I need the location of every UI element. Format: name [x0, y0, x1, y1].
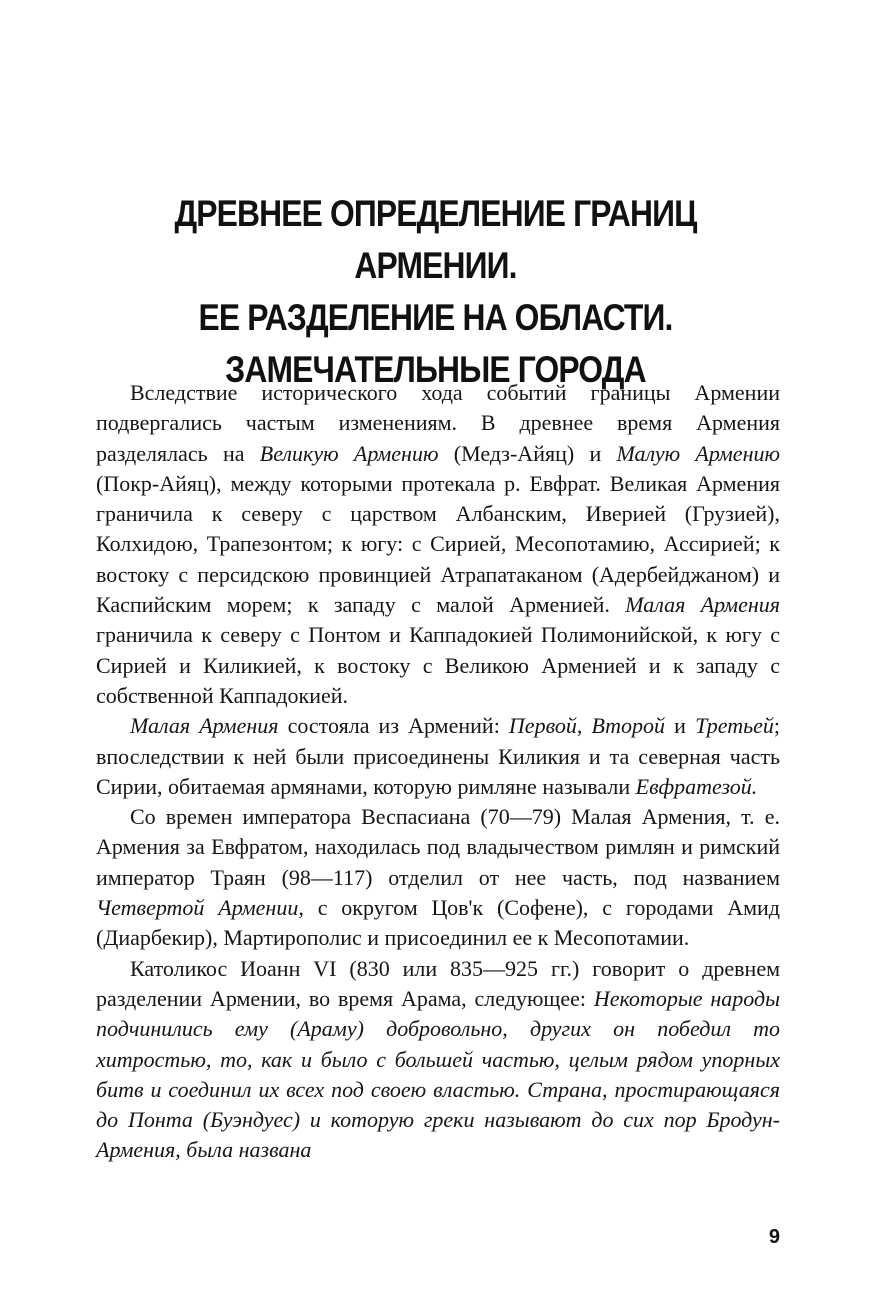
text-run: ,: [576, 713, 592, 739]
text-run: и: [665, 713, 696, 739]
page-number: 9: [768, 1226, 780, 1248]
text-run: Вследствие исторического хода событий границы Армении подвергались частым изменениям. В древнее время Армения разделялась на: [96, 380, 780, 466]
italic-run: Первой: [508, 713, 577, 739]
paragraph: [96, 802, 780, 953]
chapter-title-line: ЗАМЕЧАТЕЛЬНЫЕ ГОРОДА: [225, 349, 646, 390]
chapter-title: [113, 188, 759, 396]
body-text: [96, 378, 780, 1166]
text-run: (Медз-Айяц) и: [438, 440, 617, 466]
text-run: граничила к северу с Понтом и Каппадокией Полимонийской, к югу с Сирией и Киликией, к востоку с Великою Арменией и к западу с собственной Каппадокией.: [96, 622, 780, 708]
italic-run: Третьей: [695, 713, 774, 739]
chapter-title-line: ДРЕВНЕЕ ОПРЕДЕЛЕНИЕ ГРАНИЦ АРМЕНИИ.: [174, 193, 697, 286]
italic-run: Второй: [591, 713, 666, 739]
italic-run: Малую Армению: [616, 440, 781, 466]
italic-run: Евфратезой.: [635, 773, 758, 799]
italic-run: Некоторые народы подчинились ему (Араму) добровольно, других он победил то хитростью, то, как и было с большей частью, целым рядом упорных битв и соединил их всех под своею властью. Страна, простирающаяся до Понта (Буэндуес) и которую греки называют до сих пор Бродун-Армения, была названа: [96, 985, 780, 1163]
italic-run: Малая Армения: [130, 713, 279, 739]
text-run: Католикос Иоанн VI (830 или 835—925 гг.) говорит о древнем разделении Армении, во время Арама, следующее:: [96, 955, 780, 1011]
text-run: (Покр-Айяц), между которыми протекала р. Евфрат. Великая Армения граничила к северу с царством Албанским, Иверией (Грузией), Колхидою, Трапезонтом; к югу: с Сирией, Месопотамию, Ассирией; к востоку с персидскою провинцией Атрапатаканом (Адербейджаном) и Каспийским морем; к западу с малой Арменией.: [96, 470, 780, 618]
paragraph: [96, 711, 780, 802]
italic-run: Великую Армению: [259, 440, 439, 466]
paragraph: [96, 378, 780, 711]
text-run: Со времен императора Веспасиана (70—79) Малая Армения, т. е. Армения за Евфратом, находилась под владычеством римлян и римский император Траян (98—117) отделил от нее часть, под названием: [96, 804, 780, 890]
italic-run: Четвертой Армении: [96, 895, 299, 921]
text-run: состояла из Армений:: [278, 713, 509, 739]
text-run: ; впоследствии к ней были присоединены Киликия и та северная часть Сирии, обитаемая армянами, которую римляне называли: [96, 713, 781, 799]
italic-run: Малая Армения: [625, 592, 780, 618]
paragraph: [96, 954, 780, 1166]
chapter-title-line: ЕЕ РАЗДЕЛЕНИЕ НА ОБЛАСТИ.: [198, 297, 673, 338]
text-run: , с округом Цов'к (Софене), с городами Амид (Диарбекир), Мартирополис и присоединил ее к Месопотамии.: [96, 895, 780, 951]
